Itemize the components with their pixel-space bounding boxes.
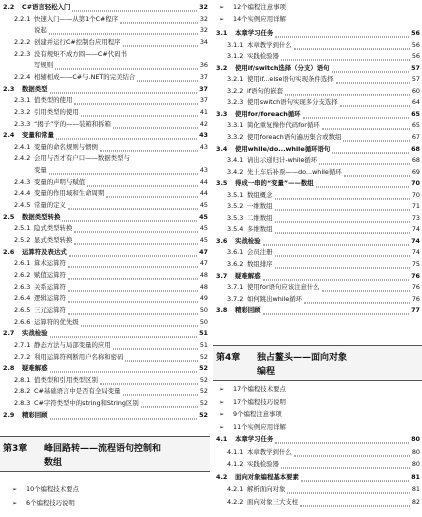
- toc-entry-title: 实战检验: [235, 236, 261, 245]
- toc-entry-number: 4.1.1: [227, 447, 244, 456]
- toc-page-number: 81: [411, 485, 420, 493]
- toc-page-number: 42: [199, 119, 208, 128]
- toc-entry-number: 2.4.5: [14, 201, 31, 210]
- toc-entry-title: 使用switch语句实现多分支选择: [247, 98, 338, 107]
- toc-leader-dots: [81, 104, 198, 116]
- toc-entry-number: 3.5: [216, 179, 228, 188]
- toc-page-number: 76: [411, 271, 420, 280]
- toc-entry-title: 本章学习任务: [235, 435, 274, 443]
- toc-entry-number: 2.4.2: [14, 154, 31, 163]
- highlight-list-item: [0, 498, 210, 509]
- toc-entry-number: 2.3.1: [14, 96, 31, 105]
- toc-entry-title: 相辅相成——C#与.NET的完美结合: [34, 72, 136, 81]
- toc-entry-title: 值类型的使用: [34, 96, 73, 105]
- toc-page-number: 56: [411, 52, 420, 61]
- toc-entry-number: 3.2.2: [227, 86, 244, 95]
- toc-entry-title: 先上车后补票——do...while循环: [247, 167, 342, 176]
- toc-entry-title: 二维数组: [247, 213, 273, 222]
- toc-leader-dots: [275, 187, 410, 199]
- toc-entry-number: 3.2: [216, 63, 228, 72]
- toc-leader-dots: [316, 176, 409, 188]
- toc-entry-title: 实践检验器: [247, 460, 279, 468]
- toc-entry-title: 创建并运行C#控制台应用程序: [34, 37, 121, 46]
- toc-leader-dots: [68, 291, 198, 303]
- toc-entry-number: 3.1.2: [227, 52, 244, 61]
- toc-leader-dots: [332, 141, 409, 153]
- toc-page-number: 68: [411, 156, 420, 165]
- toc-entry-title: 快速入门——从第1个C#程序: [34, 14, 119, 23]
- toc-entry-number: 3.3.2: [227, 132, 244, 141]
- toc-entry-title: 隐式类型转换: [34, 224, 73, 233]
- toc-leader-dots: [281, 49, 410, 61]
- toc-entry-title: 运算符的优先级: [34, 317, 79, 326]
- toc-entry-title: 会员注册: [247, 248, 273, 257]
- toc-entry-title: 算术运算符: [34, 259, 66, 268]
- toc-entry-number: 3.6.1: [227, 248, 244, 257]
- toc-leader-dots: [81, 314, 198, 326]
- toc-entry-number: 3.1.1: [227, 40, 244, 49]
- toc-entry-title: 面向对象编程基本要素: [235, 472, 299, 481]
- toc-entry-number: 4.1.2: [227, 460, 244, 468]
- toc-entry-title: 引用类型的使用: [34, 107, 79, 116]
- toc-leader-dots: [50, 81, 197, 93]
- highlight-text: 17个编程技术要点: [233, 385, 286, 393]
- toc-leader-dots: [322, 280, 410, 292]
- chapter-number: 第4章: [216, 353, 241, 363]
- toc-leader-dots: [68, 302, 198, 314]
- toc-entry-number: 2.6.3: [14, 282, 31, 291]
- toc-entry-title: 利用运算符判断用户名称和密码: [34, 352, 124, 361]
- toc-entry-title: 如何跳出while循环: [247, 294, 303, 303]
- toc-leader-dots: [303, 106, 409, 118]
- toc-entry-title: 本章学习任务: [235, 29, 274, 37]
- toc-entry-number: 3.4.2: [227, 167, 244, 176]
- toc-page-number: 81: [411, 472, 420, 481]
- toc-entry-title: 逻辑运算符: [34, 294, 66, 303]
- toc-page-number: 45: [199, 236, 208, 244]
- toc-page-number: 32: [199, 3, 208, 11]
- toc-entry-row[interactable]: [0, 37, 210, 48]
- toc-entry-title: 显式类型转换: [34, 236, 73, 244]
- toc-page-number: 50: [199, 305, 208, 314]
- toc-leader-dots: [275, 210, 410, 222]
- toc-entry-number: 3.4.1: [227, 156, 244, 165]
- toc-entry-title: 会用与否才有户口——数据类型与: [34, 154, 130, 163]
- toc-entry-title: 变量和常量: [22, 131, 54, 140]
- toc-page-number: 52: [199, 375, 208, 384]
- arrow-bullet-icon: ➢: [219, 398, 225, 406]
- toc-entry-number: 3.2.1: [227, 75, 244, 84]
- toc-entry-number: 3.5.2: [227, 202, 244, 211]
- toc-leader-dots: [343, 129, 410, 141]
- toc-leader-dots: [294, 444, 410, 456]
- highlight-text: 10个编程技术要点: [26, 485, 79, 493]
- toc-page-number: 80: [411, 460, 420, 468]
- toc-page-number: 56: [411, 29, 420, 37]
- highlight-text: 6个编程技巧说明: [26, 499, 75, 507]
- toc-entry-title: C#语言轻松入门: [22, 3, 71, 11]
- toc-entry-title: 使用if/switch选择（分支）语句: [235, 63, 330, 72]
- toc-entry-number: 3.5.4: [227, 225, 244, 234]
- toc-leader-dots: [275, 432, 409, 444]
- toc-section-row[interactable]: [0, 410, 210, 421]
- toc-page-number: 37: [199, 72, 208, 81]
- toc-entry-number: 2.6: [3, 247, 15, 256]
- toc-leader-dots: [68, 198, 198, 210]
- toc-entry-number: 2.4.4: [14, 189, 31, 198]
- toc-entry-number: 2.6.5: [14, 305, 31, 314]
- toc-entry-number: 2.3.3: [14, 119, 31, 128]
- toc-page-number: 52: [199, 352, 208, 361]
- highlight-text: 17个编程技巧说明: [233, 397, 286, 406]
- toc-entry-number: 3.7.2: [227, 294, 244, 303]
- toc-leader-dots: [69, 244, 197, 256]
- toc-entry-number: 3.2.3: [227, 98, 244, 107]
- toc-entry-title: 静态方法与局部变量的应用: [34, 340, 111, 349]
- toc-entry-title: 一维数组: [247, 202, 273, 211]
- toc-entry-number: 2.6.4: [14, 294, 31, 303]
- toc-page-number: 71: [411, 202, 420, 211]
- toc-entry-title: 疑难解惑: [235, 271, 261, 280]
- toc-page-number: 52: [199, 364, 208, 373]
- toc-leader-dots: [322, 118, 410, 130]
- toc-entry-title: 使用for/foreach循环: [235, 109, 301, 118]
- toc-entry-title: 没有规矩不成方圆——C#代码书: [34, 49, 127, 58]
- toc-entry-number: 2.8: [3, 364, 15, 373]
- toc-entry-title: 实践检验器: [247, 52, 279, 61]
- toc-entry-title: 说起: [34, 26, 47, 35]
- toc-page-number: 52: [199, 387, 208, 396]
- toc-entry-title: 使用if...else语句实现条件选择: [247, 75, 334, 84]
- toc-entry-number: 3.6.2: [227, 260, 244, 268]
- toc-page-number: 70: [411, 190, 420, 199]
- toc-page-number: 77: [411, 306, 420, 315]
- toc-entry-title: 变量的命名规则与惯例: [34, 142, 98, 151]
- toc-entry-title: 关系运算符: [34, 282, 66, 291]
- arrow-bullet-icon: ➢: [219, 15, 225, 23]
- toc-entry-title: 本章教学到什么: [247, 447, 292, 456]
- arrow-bullet-icon: ➢: [219, 411, 225, 418]
- toc-entry-number: 3.3: [216, 109, 228, 118]
- toc-entry-number: 2.2.4: [14, 72, 31, 81]
- toc-leader-dots: [263, 303, 409, 315]
- toc-entry-title: 本章教学到什么: [247, 40, 292, 49]
- toc-leader-dots: [275, 199, 410, 211]
- toc-entry-title: 请出示递归计-while循环: [247, 156, 318, 165]
- chapter-title: 独占鳌头——面向对象: [257, 353, 348, 363]
- toc-leader-dots: [72, 0, 197, 12]
- highlight-list-item: [213, 397, 422, 408]
- toc-leader-dots: [137, 69, 198, 81]
- toc-page-number: 44: [199, 177, 208, 186]
- toc-page-number: 43: [199, 166, 208, 175]
- toc-page-number: 74: [411, 248, 420, 257]
- toc-leader-dots: [50, 361, 197, 373]
- toc-page-number: 73: [411, 213, 420, 222]
- toc-entry-title: 实战检验: [22, 329, 48, 338]
- toc-leader-dots: [275, 245, 410, 257]
- toc-entry-number: 2.8.2: [14, 387, 31, 396]
- toc-page-number: 74: [411, 236, 420, 245]
- toc-page-number: 43: [199, 131, 208, 140]
- toc-page-number: 60: [411, 86, 420, 95]
- chapter-title-continued: 编程: [257, 367, 276, 377]
- toc-leader-dots: [113, 337, 198, 349]
- toc-entry-row[interactable]: [213, 497, 422, 508]
- toc-entry-number: 2.4.3: [14, 177, 31, 186]
- toc-page-number: 34: [199, 37, 208, 46]
- toc-entry-title: 面向对象三大支柱: [247, 497, 299, 506]
- toc-leader-dots: [275, 222, 410, 234]
- toc-leader-dots: [319, 153, 410, 165]
- toc-page-number: 47: [199, 247, 208, 256]
- toc-leader-dots: [287, 482, 410, 494]
- toc-entry-title: “揭子”学的——装箱和拆箱: [34, 119, 111, 128]
- toc-leader-dots: [336, 72, 410, 84]
- toc-entry-number: 2.3: [3, 84, 15, 93]
- toc-entry-title: if语句的嵌套: [247, 86, 283, 95]
- toc-entry-number: 2.6.1: [14, 259, 31, 268]
- toc-entry-number: 3.4: [216, 144, 228, 153]
- toc-page-number: 65: [411, 109, 420, 118]
- toc-page-number: 57: [411, 63, 420, 72]
- toc-leader-dots: [56, 128, 197, 140]
- toc-page-number: 70: [411, 179, 420, 188]
- toc-page-number: 64: [411, 98, 420, 107]
- toc-leader-dots: [49, 23, 198, 35]
- toc-leader-dots: [68, 279, 198, 291]
- toc-entry-number: 2.6.6: [14, 317, 31, 326]
- toc-page-number: 43: [199, 142, 208, 151]
- toc-page-number: 44: [199, 189, 208, 198]
- toc-entry-number: 3.7: [216, 271, 228, 280]
- toc-entry-title: 数组概念: [247, 190, 273, 199]
- toc-entry-title: 使用while/do...while循环语句: [235, 144, 331, 153]
- toc-page-number: 50: [199, 317, 208, 326]
- toc-entry-number: 2.3.2: [14, 107, 31, 116]
- toc-entry-number: 2.4: [3, 131, 15, 140]
- arrow-bullet-icon: ➢: [12, 500, 18, 507]
- toc-page-number: 76: [411, 294, 420, 303]
- chapter-heading[interactable]: [0, 436, 210, 472]
- toc-leader-dots: [301, 469, 409, 481]
- toc-page-number: 51: [199, 329, 208, 338]
- toc-entry-title: 得成一串的“变量”——数组: [235, 179, 314, 188]
- toc-entry-title: 数据类型转换: [22, 212, 61, 221]
- toc-entry-number: 2.7.1: [14, 340, 31, 349]
- toc-page-number: 80: [411, 435, 420, 443]
- toc-entry-number: 4.2.2: [227, 497, 244, 506]
- toc-entry-number: 2.2: [3, 3, 15, 11]
- toc-entry-number: 2.8.1: [14, 375, 31, 384]
- toc-entry-title: 使用foreach语句遍历集合或数组: [247, 132, 342, 141]
- toc-page-number: 41: [199, 107, 208, 116]
- toc-page-number: 45: [199, 212, 208, 221]
- toc-entry-title: 三元运算符: [34, 305, 66, 314]
- toc-page-number: 37: [199, 96, 208, 105]
- toc-leader-dots: [100, 139, 198, 151]
- chapter-number: 第3章: [3, 444, 28, 454]
- toc-leader-dots: [68, 256, 198, 268]
- toc-leader-dots: [106, 186, 198, 198]
- toc-leader-dots: [332, 60, 409, 72]
- chapter-title: 峰回路转——流程语句控制和: [44, 444, 162, 454]
- toc-leader-dots: [120, 11, 198, 23]
- toc-entry-number: 2.5.1: [14, 224, 31, 233]
- toc-page-number: 80: [411, 447, 420, 456]
- toc-leader-dots: [123, 384, 198, 396]
- toc-page-number: 74: [411, 225, 420, 234]
- arrow-bullet-icon: ➢: [219, 386, 225, 393]
- toc-leader-dots: [62, 209, 197, 221]
- toc-entry-number: 2.6.2: [14, 270, 31, 279]
- toc-entry-number: 2.9: [3, 410, 15, 419]
- toc-entry-title: C#基础语言中是否有全局变量: [34, 387, 121, 396]
- highlight-list-item: [213, 2, 422, 13]
- highlight-text: 9个编程注意事项: [233, 410, 282, 418]
- toc-leader-dots: [263, 233, 409, 245]
- toc-leader-dots: [285, 83, 410, 95]
- toc-leader-dots: [100, 372, 198, 384]
- toc-entry-number: 3.6: [216, 236, 228, 245]
- toc-leader-dots: [50, 407, 197, 419]
- toc-page-number: 76: [411, 283, 420, 292]
- toc-entry-number: 2.5.2: [14, 236, 31, 244]
- toc-section-row[interactable]: [213, 305, 422, 316]
- toc-entry-title: 精彩回顾: [22, 410, 48, 419]
- toc-entry-number: 2.2.3: [14, 49, 31, 58]
- toc-page-number: 52: [199, 399, 208, 408]
- toc-entry-number: 4.2: [216, 472, 228, 481]
- toc-entry-number: 3.8: [216, 306, 228, 315]
- toc-leader-dots: [49, 163, 198, 175]
- toc-leader-dots: [304, 291, 410, 303]
- toc-page-number: 32: [199, 14, 208, 23]
- toc-leader-dots: [344, 164, 410, 176]
- arrow-bullet-icon: ➢: [12, 486, 18, 493]
- toc-entry-title: 数组排序: [247, 260, 273, 268]
- arrow-bullet-icon: ➢: [219, 423, 225, 431]
- toc-leader-dots: [74, 221, 198, 233]
- chapter-title-continued: 数组: [44, 458, 63, 468]
- toc-entry-number: 2.5: [3, 212, 15, 221]
- toc-leader-dots: [141, 396, 198, 408]
- toc-leader-dots: [294, 37, 410, 49]
- toc-leader-dots: [300, 494, 410, 506]
- highlight-list-item: [213, 14, 422, 25]
- toc-leader-dots: [281, 457, 410, 469]
- toc-entry-row[interactable]: [0, 142, 210, 153]
- toc-entry-title: 精彩回顾: [235, 306, 261, 315]
- toc-entry-title: 变量: [34, 166, 47, 175]
- toc-page-number: 68: [411, 144, 420, 153]
- toc-leader-dots: [340, 95, 410, 107]
- toc-entry-title: C#字符类型中的string和String区别: [34, 399, 139, 408]
- toc-entry-number: 2.2.2: [14, 37, 31, 46]
- toc-leader-dots: [275, 26, 409, 38]
- highlight-list-item: [213, 409, 422, 420]
- toc-page-number: 51: [199, 340, 208, 349]
- highlight-text: 12个编程注意事项: [233, 3, 286, 11]
- toc-entry-number: 4.2.1: [227, 485, 244, 493]
- toc-entry-number: 3.7.1: [227, 283, 244, 292]
- toc-page-number: 67: [411, 132, 420, 141]
- toc-page-number: 56: [411, 40, 420, 49]
- toc-entry-number: 2.7: [3, 329, 15, 338]
- toc-leader-dots: [275, 257, 410, 269]
- toc-page-number: 47: [199, 259, 208, 268]
- toc-leader-dots: [263, 268, 409, 280]
- toc-entry-number: 2.7.2: [14, 352, 31, 361]
- toc-entry-number: 2.4.1: [14, 142, 31, 151]
- toc-page-number: 36: [199, 61, 208, 70]
- highlight-list-item: [0, 484, 210, 495]
- toc-leader-dots: [74, 233, 198, 245]
- chapter-heading[interactable]: [213, 345, 422, 381]
- toc-entry-title: 解析面向对象: [247, 485, 286, 493]
- toc-entry-number: 4.1: [216, 435, 228, 443]
- toc-page-number: 37: [199, 84, 208, 93]
- toc-entry-number: 3.3.1: [227, 121, 244, 130]
- toc-leader-dots: [87, 174, 198, 186]
- toc-entry-title: 运算符及表达式: [22, 247, 67, 256]
- toc-entry-title: 写规则: [34, 61, 54, 70]
- toc-page-number: 52: [199, 410, 208, 419]
- toc-leader-dots: [55, 58, 198, 70]
- highlight-list-item: [213, 384, 422, 395]
- toc-page-number: 32: [199, 26, 208, 35]
- toc-page-number: 57: [411, 75, 420, 84]
- toc-entry-number: 3.5.3: [227, 213, 244, 222]
- toc-entry-title: 变量的作用域和生命周期: [34, 189, 105, 198]
- toc-leader-dots: [123, 34, 198, 46]
- toc-leader-dots: [125, 349, 198, 361]
- toc-page-number: 45: [199, 201, 208, 210]
- toc-page-number: 82: [411, 497, 420, 506]
- highlight-text: 14个实例应用详解: [233, 14, 286, 23]
- toc-entry-title: 变量的声明与赋值: [34, 177, 86, 186]
- toc-entry-number: 2.8.3: [14, 399, 31, 408]
- toc-leader-dots: [113, 116, 198, 128]
- toc-page-number: 48: [199, 270, 208, 279]
- arrow-bullet-icon: ➢: [219, 4, 225, 11]
- toc-leader-dots: [50, 326, 197, 338]
- toc-entry-title: 使用for语句应该注意什么: [247, 283, 320, 292]
- toc-entry-number: 3.1: [216, 29, 228, 37]
- toc-page-number: 48: [199, 282, 208, 291]
- toc-entry-number: 3.5.1: [227, 190, 244, 199]
- toc-entry-title: 疑难解惑: [22, 364, 48, 373]
- toc-entry-number: 2.2.1: [14, 14, 31, 23]
- toc-leader-dots: [68, 267, 198, 279]
- toc-page-number: 65: [411, 121, 420, 130]
- toc-page-number: 45: [199, 224, 208, 233]
- toc-leader-dots: [74, 93, 198, 105]
- toc-page-number: 69: [411, 167, 420, 176]
- toc-entry-title: 数据类型: [22, 84, 48, 93]
- toc-entry-title: 简化重复操作代码for循环: [247, 121, 320, 130]
- toc-entry-title: 值类型和引用类型区别: [34, 375, 98, 384]
- toc-page-number: 75: [411, 260, 420, 268]
- toc-entry-title: 多维数组: [247, 225, 273, 234]
- highlight-text: 11个实例应用详解: [233, 422, 286, 431]
- toc-entry-title: 赋值运算符: [34, 270, 66, 279]
- toc-entry-title: 常量的定义: [34, 201, 66, 210]
- toc-page-number: 49: [199, 294, 208, 303]
